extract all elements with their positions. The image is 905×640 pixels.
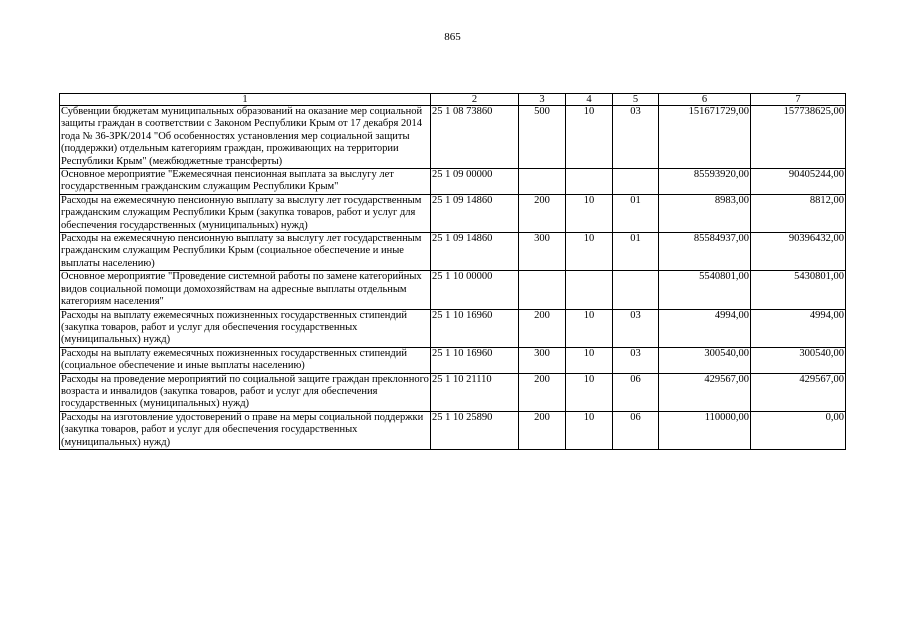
row-expense-type — [519, 271, 566, 309]
row-code: 25 1 10 00000 — [431, 271, 519, 309]
row-amount-year-2: 5430801,00 — [751, 271, 846, 309]
row-section: 10 — [566, 233, 613, 271]
row-amount-year-1: 110000,00 — [659, 411, 751, 449]
row-expense-type: 200 — [519, 194, 566, 232]
table-row — [60, 411, 846, 449]
row-code: 25 1 08 73860 — [431, 106, 519, 169]
table-row — [60, 169, 846, 195]
row-name: Расходы на изготовление удостоверений о праве на меры социальной поддержки (закупка товаров, работ и услуг для обеспечения государственных (муниципальных) нужд) — [60, 411, 431, 449]
row-amount-year-2: 300540,00 — [751, 347, 846, 373]
table-row — [60, 373, 846, 411]
column-header: 7 — [751, 94, 846, 106]
row-section: 10 — [566, 106, 613, 169]
row-amount-year-2: 4994,00 — [751, 309, 846, 347]
row-code: 25 1 09 14860 — [431, 194, 519, 232]
row-subsection: 03 — [613, 106, 659, 169]
row-amount-year-1: 8983,00 — [659, 194, 751, 232]
row-subsection: 01 — [613, 194, 659, 232]
table-row — [60, 347, 846, 373]
row-amount-year-1: 4994,00 — [659, 309, 751, 347]
row-subsection: 01 — [613, 233, 659, 271]
row-amount-year-2: 90396432,00 — [751, 233, 846, 271]
row-expense-type: 200 — [519, 411, 566, 449]
row-name: Основное мероприятие "Проведение системной работы по замене категорийных видов социальной помощи домохозяйствам на адресные выплаты отдельным категориям населения" — [60, 271, 431, 309]
row-name: Расходы на ежемесячную пенсионную выплату за выслугу лет государственным гражданским служащим Республики Крым (социальное обеспечение и иные выплаты населению) — [60, 233, 431, 271]
column-header: 1 — [60, 94, 431, 106]
column-header: 2 — [431, 94, 519, 106]
row-name: Субвенции бюджетам муниципальных образований на оказание мер социальной защиты граждан в соответствии с Законом Республики Крым от 17 декабря 2014 года № 36-ЗРК/2014 "Об особенностях установления мер социальной защиты (поддержки) отдельным категориям граждан, проживающих на территории Республики Крым" (межбюджетные трансферты) — [60, 106, 431, 169]
row-code: 25 1 10 25890 — [431, 411, 519, 449]
row-code: 25 1 10 16960 — [431, 347, 519, 373]
row-section: 10 — [566, 347, 613, 373]
row-subsection — [613, 169, 659, 195]
column-header: 3 — [519, 94, 566, 106]
table-row — [60, 106, 846, 169]
row-subsection: 03 — [613, 347, 659, 373]
table-row — [60, 271, 846, 309]
row-name: Расходы на выплату ежемесячных пожизненных государственных стипендий (социальное обеспечение и иные выплаты населению) — [60, 347, 431, 373]
row-name: Расходы на выплату ежемесячных пожизненных государственных стипендий (закупка товаров, работ и услуг для обеспечения государственных (муниципальных) нужд) — [60, 309, 431, 347]
header-row — [60, 94, 846, 106]
row-expense-type: 300 — [519, 233, 566, 271]
row-amount-year-1: 85584937,00 — [659, 233, 751, 271]
row-code: 25 1 10 16960 — [431, 309, 519, 347]
row-amount-year-2: 90405244,00 — [751, 169, 846, 195]
row-amount-year-1: 429567,00 — [659, 373, 751, 411]
row-amount-year-1: 5540801,00 — [659, 271, 751, 309]
row-expense-type — [519, 169, 566, 195]
row-amount-year-2: 157738625,00 — [751, 106, 846, 169]
row-expense-type: 200 — [519, 373, 566, 411]
row-amount-year-2: 0,00 — [751, 411, 846, 449]
row-section — [566, 271, 613, 309]
page-number: 865 — [444, 31, 461, 43]
row-expense-type: 200 — [519, 309, 566, 347]
row-subsection — [613, 271, 659, 309]
row-amount-year-1: 300540,00 — [659, 347, 751, 373]
table-row — [60, 309, 846, 347]
row-amount-year-1: 85593920,00 — [659, 169, 751, 195]
row-amount-year-1: 151671729,00 — [659, 106, 751, 169]
row-section: 10 — [566, 411, 613, 449]
row-section: 10 — [566, 373, 613, 411]
column-header: 4 — [566, 94, 613, 106]
table-row — [60, 233, 846, 271]
row-section: 10 — [566, 194, 613, 232]
budget-table — [59, 93, 846, 450]
row-amount-year-2: 429567,00 — [751, 373, 846, 411]
row-subsection: 03 — [613, 309, 659, 347]
row-name: Основное мероприятие "Ежемесячная пенсионная выплата за выслугу лет государственным гражданским служащим Республики Крым" — [60, 169, 431, 195]
table-row — [60, 194, 846, 232]
row-subsection: 06 — [613, 411, 659, 449]
row-name: Расходы на ежемесячную пенсионную выплату за выслугу лет государственным гражданским служащим Республики Крым (закупка товаров, работ и услуг для обеспечения государственных (муниципальных) нужд) — [60, 194, 431, 232]
row-expense-type: 500 — [519, 106, 566, 169]
row-subsection: 06 — [613, 373, 659, 411]
row-section: 10 — [566, 309, 613, 347]
column-header: 5 — [613, 94, 659, 106]
row-code: 25 1 09 00000 — [431, 169, 519, 195]
column-header: 6 — [659, 94, 751, 106]
row-code: 25 1 09 14860 — [431, 233, 519, 271]
row-expense-type: 300 — [519, 347, 566, 373]
row-section — [566, 169, 613, 195]
row-code: 25 1 10 21110 — [431, 373, 519, 411]
row-amount-year-2: 8812,00 — [751, 194, 846, 232]
row-name: Расходы на проведение мероприятий по социальной защите граждан преклонного возраста и инвалидов (закупка товаров, работ и услуг для обеспечения государственных (муниципальных) нужд) — [61, 373, 429, 410]
